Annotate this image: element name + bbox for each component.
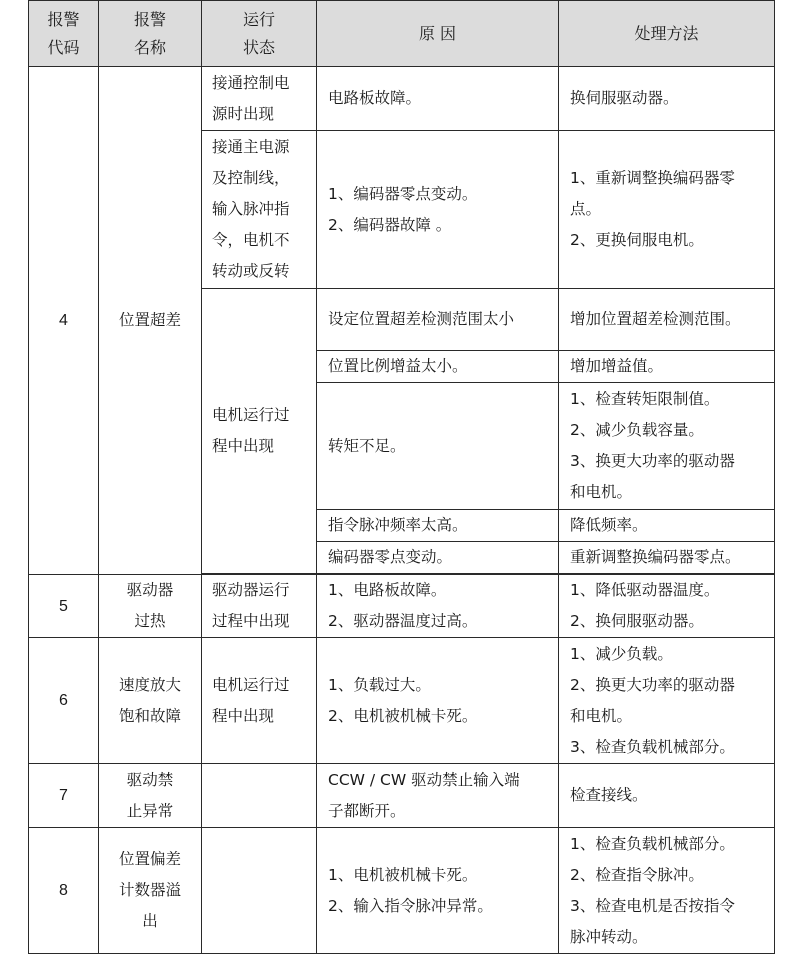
action-cell <box>559 510 775 542</box>
cell-line: 报警 <box>47 9 80 29</box>
table-row <box>29 764 775 828</box>
cell-line: 源时出现 <box>212 104 275 123</box>
cell-line: 饱和故障 <box>118 706 181 725</box>
cell-line: 子都断开。 <box>328 801 406 820</box>
action-cell <box>559 351 775 383</box>
alarm-name-cell <box>99 764 202 828</box>
cell-line: 止异常 <box>126 801 174 820</box>
cell-line: 运行 <box>242 9 275 29</box>
cell-line: 4 <box>59 312 68 329</box>
cell-line: 电路板故障。 <box>328 89 422 107</box>
cell-line: 电机运行过 <box>212 675 290 694</box>
cell-line: 计数器溢 <box>118 881 181 899</box>
table-row <box>29 67 775 131</box>
alarm-code-cell <box>29 67 99 575</box>
cell-line: 1、检查转矩限制值。 <box>570 390 720 408</box>
header-alarm-name <box>99 1 202 67</box>
cell-line: 1、减少负载。 <box>570 644 673 663</box>
alarm-name-cell <box>99 575 202 638</box>
cell-line: 增加位置超差检测范围。 <box>570 310 741 328</box>
cause-cell <box>317 510 559 542</box>
cell-line: 2、换更大功率的驱动器 <box>570 675 735 694</box>
cell-line: 1、编码器零点变动。 <box>328 184 478 203</box>
cell-line: 令，电机不 <box>212 231 290 249</box>
header-action <box>559 1 775 67</box>
cell-line: 2、减少负载容量。 <box>570 421 704 439</box>
cell-line: 换伺服驱动器。 <box>570 89 679 107</box>
cell-line: 和电机。 <box>570 706 633 725</box>
cell-line: 程中出现 <box>212 437 275 455</box>
cell-line: 输入脉冲指 <box>212 200 290 218</box>
cell-line: 重新调整换编码器零点。 <box>570 548 741 566</box>
cell-line: 过热 <box>134 612 166 630</box>
cell-line: 3、换更大功率的驱动器 <box>570 452 735 470</box>
table-row <box>29 575 775 638</box>
cell-line: CCW / CW 驱动禁止输入端 <box>328 770 520 789</box>
cell-line: 及控制线， <box>212 169 290 187</box>
cause-cell <box>317 131 559 289</box>
action-cell <box>559 67 775 131</box>
cell-line: 驱动器 <box>126 581 174 599</box>
cause-cell <box>317 828 559 954</box>
cause-cell <box>317 638 559 764</box>
cell-line: 3、检查负载机械部分。 <box>570 737 735 756</box>
action-cell <box>559 764 775 828</box>
action-cell <box>559 638 775 764</box>
run-status-cell <box>202 575 317 638</box>
cause-cell <box>317 575 559 638</box>
cell-line: 检查接线。 <box>570 786 648 804</box>
run-status-cell <box>202 638 317 764</box>
cell-line: 降低频率。 <box>570 516 648 534</box>
alarm-table <box>28 0 775 954</box>
cell-line: 7 <box>59 787 68 804</box>
cell-line: 报警 <box>133 9 166 29</box>
alarm-code-cell <box>29 764 99 828</box>
action-cell <box>559 131 775 289</box>
cell-line: 名称 <box>133 37 166 57</box>
header-run-status <box>202 1 317 67</box>
cell-line: 2、检查指令脉冲。 <box>570 865 704 884</box>
run-status-cell <box>202 764 317 828</box>
cell-line: 位置比例增益太小。 <box>328 357 468 375</box>
cell-line: 和电机。 <box>570 483 633 501</box>
cause-cell <box>317 764 559 828</box>
cell-line: 6 <box>59 692 68 709</box>
cell-line: 位置超差 <box>118 311 181 329</box>
cell-line: 3、检查电机是否按指令 <box>570 896 735 915</box>
cell-line: 2、电机被机械卡死。 <box>328 706 478 725</box>
cell-line: 2、编码器故障 。 <box>328 215 452 234</box>
cell-line: 编码器零点变动。 <box>328 548 453 566</box>
cause-cell <box>317 542 559 574</box>
cell-line: 1、降低驱动器温度。 <box>570 581 720 599</box>
run-status-cell <box>202 289 317 574</box>
alarm-name-cell <box>99 638 202 764</box>
header-cause <box>317 1 559 67</box>
table-row <box>29 638 775 764</box>
cause-cell <box>317 289 559 351</box>
cell-line: 接通控制电 <box>212 73 290 92</box>
cell-line: 设定位置超差检测范围太小 <box>328 310 515 328</box>
action-cell <box>559 828 775 954</box>
action-cell <box>559 289 775 351</box>
cell-line: 程中出现 <box>212 706 275 725</box>
cell-line: 1、负载过大。 <box>328 675 431 694</box>
cell-line: 指令脉冲频率太高。 <box>328 516 468 534</box>
cell-line: 点。 <box>570 200 602 218</box>
cell-line: 电机运行过 <box>212 406 290 424</box>
alarm-name-cell <box>99 67 202 575</box>
cause-cell <box>317 67 559 131</box>
cell-line: 2、换伺服驱动器。 <box>570 612 704 630</box>
cell-line: 状态 <box>242 37 275 57</box>
alarm-name-cell <box>99 828 202 954</box>
run-status-cell <box>202 131 317 289</box>
cell-line: 转矩不足。 <box>328 436 406 455</box>
cell-line: 8 <box>59 882 68 899</box>
cell-line: 2、驱动器温度过高。 <box>328 612 478 630</box>
cell-line: 1、检查负载机械部分。 <box>570 834 735 853</box>
cell-line: 出 <box>142 912 158 930</box>
cell-line: 1、电路板故障。 <box>328 581 447 599</box>
action-cell <box>559 575 775 638</box>
alarm-code-cell <box>29 575 99 638</box>
alarm-code-cell <box>29 638 99 764</box>
cause-cell <box>317 351 559 383</box>
cell-line: 速度放大 <box>118 675 181 694</box>
cell-line: 2、输入指令脉冲异常。 <box>328 896 493 915</box>
run-status-cell <box>202 67 317 131</box>
action-cell <box>559 383 775 510</box>
table-row <box>29 828 775 954</box>
alarm-code-cell <box>29 828 99 954</box>
run-status-cell <box>202 828 317 954</box>
cell-line: 2、更换伺服电机。 <box>570 231 704 249</box>
cell-line: 5 <box>59 597 68 615</box>
cell-line: 原 因 <box>418 23 457 43</box>
cell-line: 接通主电源 <box>212 138 290 156</box>
cell-line: 增加增益值。 <box>570 357 664 375</box>
cell-line: 代码 <box>47 37 80 57</box>
cell-line: 脉冲转动。 <box>570 927 648 946</box>
cell-line: 过程中出现 <box>212 612 290 630</box>
cell-line: 1、重新调整换编码器零 <box>570 169 735 187</box>
cell-line: 1、电机被机械卡死。 <box>328 865 478 884</box>
cell-line: 处理方法 <box>634 23 699 43</box>
cell-line: 驱动器运行 <box>212 581 290 599</box>
cell-line: 驱动禁 <box>126 770 174 789</box>
cell-line: 转动或反转 <box>212 262 290 280</box>
action-cell <box>559 542 775 574</box>
header-row <box>29 1 775 67</box>
cell-line: 位置偏差 <box>118 850 181 868</box>
cause-cell <box>317 383 559 510</box>
header-alarm-code <box>29 1 99 67</box>
